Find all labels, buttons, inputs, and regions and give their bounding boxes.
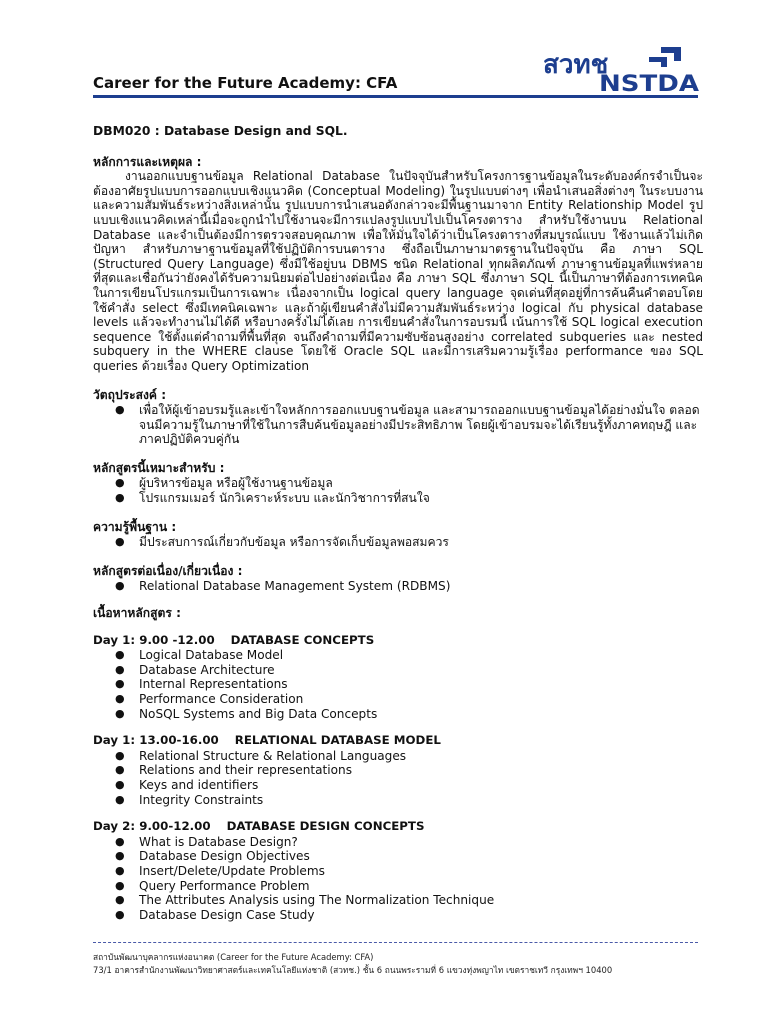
objectives-list [93,403,703,447]
session-heading: Day 1: 13.00-16.00 RELATIONAL DATABASE MODEL [93,733,441,748]
list-item: ● Logical Database Model [115,648,284,663]
logo-thai-text: สวทช [543,50,609,80]
list-item: ● Database Architecture [115,662,275,677]
list-item: ● เพื่อให้ผู้เข้าอบรมรู้และเข้าใจหลักการออกแบบฐานข้อมูล และสามารถออกแบบฐานข้อมูลได้อย่างมั่นใจ ตลอดจนมีความรู้ในภาษาที่ใช้ในการสืบค้นข้อมูลอย่างมีประสิทธิภาพ โดยผู้เข้าอบรมจะได้เรียนรู้ทั้งภาคทฤษฎี และภาคปฏิบัติควบคู่กัน [115,403,700,447]
related-list [93,579,703,594]
session-topics [93,749,703,807]
objectives-heading: วัตถุประสงค์ : [93,387,167,402]
list-item: ● Database Design Objectives [115,849,310,864]
list-item: ● โปรแกรมเมอร์ นักวิเคราะห์ระบบ และนักวิชาการที่สนใจ [115,491,430,506]
list-item: ● Internal Representations [115,677,288,692]
list-item: ● Performance Consideration [115,692,304,706]
list-item: ● Insert/Delete/Update Problems [115,863,325,878]
session-heading: Day 2: 9.00-12.00 DATABASE DESIGN CONCEPTS [93,819,425,834]
list-item: ● Database Design Case Study [115,907,315,922]
rationale-heading: หลักการและเหตุผล : [93,154,202,169]
list-item: ● Relational Database Management System (RDBMS) [115,579,451,594]
list-item: ● Relational Structure & Relational Languages [115,748,407,763]
list-item: ● มีประสบการณ์เกี่ยวกับข้อมูล หรือการจัดเก็บข้อมูลพอสมควร [115,535,449,550]
audience-list [93,476,703,505]
prerequisites-list [93,535,703,550]
header-title: Career for the Future Academy: CFA [93,74,398,92]
course-content [93,124,703,922]
audience-heading: หลักสูตรนี้เหมาะสำหรับ : [93,460,225,475]
header-rule [93,95,698,98]
footer-institute: สถาบันพัฒนาบุคลากรแห่งอนาคต (Career for the Future Academy: CFA) [93,952,374,962]
footer-address: 73/1 อาคารสำนักงานพัฒนาวิทยาศาสตร์และเทคโนโลยีแห่งชาติ (สวทช.) ชั้น 6 ถนนพระรามที่ 6 แขวงทุ่งพญาไท เขตราชเทวี กรุงเทพฯ 10400 [93,964,613,975]
related-heading: หลักสูตรต่อเนื่อง/เกี่ยวเนื่อง : [93,563,243,578]
list-item: ● Query Performance Problem [115,878,310,893]
prerequisites-heading: ความรู้พื้นฐาน : [93,519,177,534]
list-item: ● What is Database Design? [115,834,298,849]
list-item: ● The Attributes Analysis using The Normalization Technique [115,893,495,908]
list-item: ● Relations and their representations [115,763,352,778]
session-topics [93,835,703,923]
list-item: ● Keys and identifiers [115,777,259,792]
list-item: ● NoSQL Systems and Big Data Concepts [115,706,378,721]
content-heading: เนื้อหาหลักสูตร : [93,606,181,621]
course-title: DBM020 : Database Design and SQL. [93,124,348,138]
session-topics [93,648,703,721]
footer [93,951,713,976]
logo-nstda-text: NSTDA [599,72,699,93]
list-item: ● Integrity Constraints [115,792,264,807]
session-heading: Day 1: 9.00 -12.00 DATABASE CONCEPTS [93,632,375,647]
footer-rule [93,942,698,943]
rationale-paragraph: งานออกแบบฐานข้อมูล Relational Database ในปัจจุบันสำหรับโครงการฐานข้อมูลในระดับองค์กรจำเป็นจะต้องอาศัยรูปแบบการออกแบบเชิงแนวคิด (Conceptual Modeling) ในรูปแบบต่างๆ เพื่อนำเสนอสิ่งต่างๆ ในระบบงานและความสัมพันธ์ระหว่างสิ่งเหล่านั้น รูปแบบการนำเสนอดังกล่าวจะมีพื้นฐานมาจาก Entity Relationship Model รูปแบบเชิงแนวคิดเหล่านี้เมื่อจะถูกนำไปใช้งานจะมีการแปลงรูปแบบไปเป็นโครงตาราง สำหรับใช้งานบน Relational Database และจำเป็นต้องมีการตรวจสอบคุณภาพ เพื่อให้มั่นใจได้ว่าเป็นโครงตารางที่สมบูรณ์แบบ ใช้งานแล้วไม่เกิดปัญหา สำหรับภาษาฐานข้อมูลที่ใช้ปฏิบัติการบนตาราง ซึ่งถือเป็นภาษามาตรฐานในปัจจุบัน คือ ภาษา SQL (Structured Query Language) ซึ่งมีใช้อยู่บน DBMS ชนิด Relational ทุกผลิตภัณฑ์ ภาษาฐานข้อมูลที่แพร่หลายที่สุดและเชื่อกันว่ายังคงได้รับความนิยมต่อไปอย่างต่อเนื่อง คือ ภาษา SQL ซึ่งภาษา SQL นี้เป็นภาษาที่ต้องการเทคนิคในการเขียนโปรแกรมเป็นการเฉพาะ เนื่องจากเป็น logical query language จุดเด่นที่สุดอยู่ที่การค้นคืนคำตอบโดยใช้คำสั่ง select ซึ่งมีเทคนิคเฉพาะ และถ้าผู้เขียนคำสั่งไม่มีความสัมพันธ์ระหว่าง logical กับ physical database levels แล้วจะทำงานไม่ได้ดี หรือบางครั้งไม่ได้เลย การเขียนคำสั่งในการอบรมนี้ เน้นการใช้ SQL logical execution sequence ใช้ตั้งแต่คำถามที่พื้นที่สุด จนถึงคำถามที่มีความซับซ้อนสูงอย่าง correlated subqueries และ nested subquery in the WHERE clause โดยใช้ Oracle SQL และมีการเสริมความรู้เรื่อง performance ของ SQL queries ด้วยเรื่อง Query Optimization [93,169,703,373]
nstda-logo [541,43,701,93]
list-item: ● ผู้บริหารข้อมูล หรือผู้ใช้งานฐานข้อมูล [115,476,333,491]
